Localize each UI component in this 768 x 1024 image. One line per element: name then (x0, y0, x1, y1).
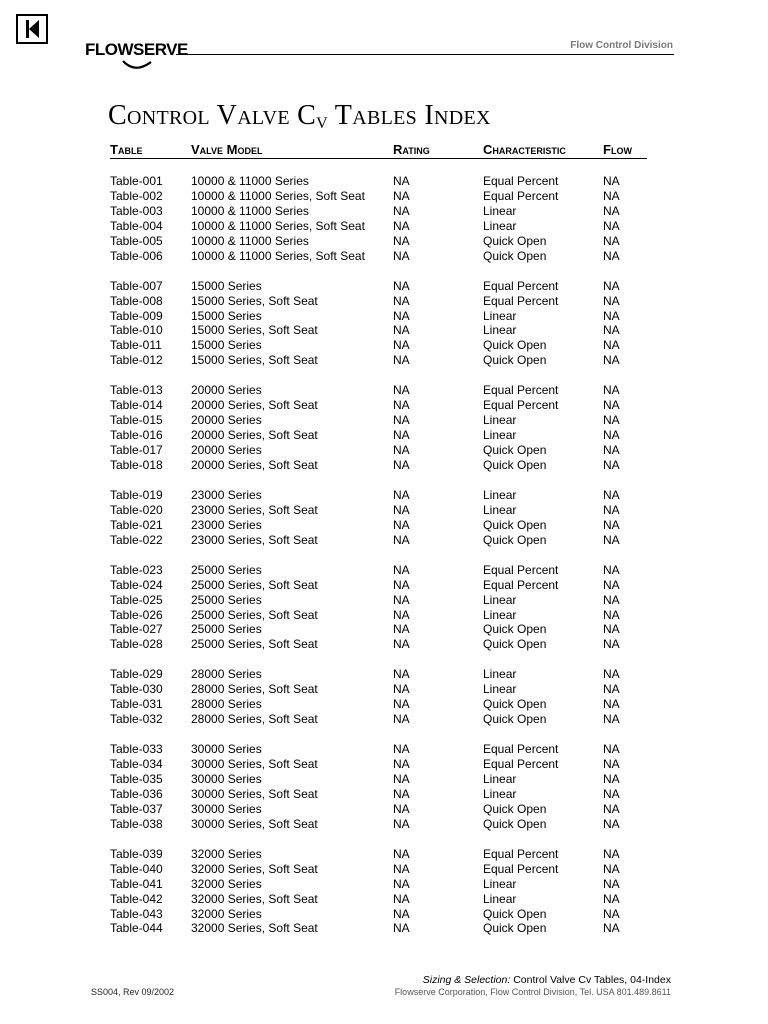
cell-rating: NA (393, 562, 410, 577)
header-rule (176, 54, 674, 55)
spacer-row (110, 264, 647, 279)
cell-valve-model: 28000 Series, Soft Seat (191, 712, 318, 727)
table-row (110, 892, 647, 907)
cell-characteristic: Equal Percent (483, 846, 559, 861)
cell-valve-model: 23000 Series, Soft Seat (191, 502, 318, 517)
table-row (110, 667, 647, 682)
cell-flow: NA (603, 398, 620, 413)
cell-valve-model: 20000 Series, Soft Seat (191, 398, 318, 413)
cell-characteristic: Quick Open (483, 906, 547, 921)
cell-characteristic: Linear (483, 876, 517, 891)
cell-table-id: Table-003 (110, 203, 163, 218)
cell-flow: NA (603, 383, 620, 398)
cell-rating: NA (393, 816, 410, 831)
cell-valve-model: 15000 Series, Soft Seat (191, 353, 318, 368)
cell-rating: NA (393, 398, 410, 413)
cell-flow: NA (603, 188, 620, 203)
cell-characteristic: Quick Open (483, 532, 547, 547)
cell-flow: NA (603, 637, 620, 652)
cell-characteristic: Linear (483, 487, 517, 502)
cell-rating: NA (393, 293, 410, 308)
cell-table-id: Table-014 (110, 398, 163, 413)
cell-valve-model: 25000 Series (191, 622, 262, 637)
cell-characteristic: Linear (483, 786, 517, 801)
title-subscript: V (316, 115, 329, 132)
cell-characteristic: Linear (483, 667, 517, 682)
cell-flow: NA (603, 906, 620, 921)
cell-table-id: Table-001 (110, 173, 163, 188)
cell-flow: NA (603, 338, 620, 353)
cell-valve-model: 10000 & 11000 Series, Soft Seat (191, 248, 365, 263)
cell-table-id: Table-037 (110, 801, 163, 816)
cell-valve-model: 32000 Series, Soft Seat (191, 891, 318, 906)
flowserve-logo (85, 40, 188, 70)
table-row (110, 458, 647, 473)
cell-characteristic: Quick Open (483, 338, 547, 353)
cell-flow: NA (603, 428, 620, 443)
cell-characteristic: Equal Percent (483, 577, 559, 592)
column-header-rating: Rating (393, 140, 483, 159)
table-row (110, 757, 647, 772)
cell-valve-model: 32000 Series, Soft Seat (191, 861, 318, 876)
table-row (110, 712, 647, 727)
cell-characteristic: Quick Open (483, 443, 547, 458)
cell-valve-model: 23000 Series, Soft Seat (191, 532, 318, 547)
column-header-table: Table (110, 140, 191, 159)
cell-valve-model: 30000 Series (191, 771, 262, 786)
cell-flow: NA (603, 921, 620, 936)
cell-characteristic: Quick Open (483, 517, 547, 532)
cell-valve-model: 20000 Series (191, 413, 262, 428)
cell-table-id: Table-012 (110, 353, 163, 368)
cell-flow: NA (603, 607, 620, 622)
table-row (110, 189, 647, 204)
cell-characteristic: Linear (483, 592, 517, 607)
table-row (110, 907, 647, 922)
cell-flow: NA (603, 816, 620, 831)
cell-rating: NA (393, 248, 410, 263)
cell-table-id: Table-043 (110, 906, 163, 921)
page-title: Control Valve $C_V$ Tables Index (108, 100, 491, 132)
cell-characteristic: Linear (483, 308, 517, 323)
table-row (110, 309, 647, 324)
cell-flow: NA (603, 846, 620, 861)
cell-rating: NA (393, 233, 410, 248)
cell-table-id: Table-025 (110, 592, 163, 607)
cell-valve-model: 30000 Series, Soft Seat (191, 757, 318, 772)
cell-table-id: Table-020 (110, 502, 163, 517)
table-row (110, 353, 647, 368)
table-header-row (110, 140, 647, 159)
cell-rating: NA (393, 487, 410, 502)
cell-flow: NA (603, 218, 620, 233)
cell-valve-model: 28000 Series (191, 697, 262, 712)
footer-citation: Sizing & Selection: Control Valve Cv Tables, 04-Index Flowserve Corporation, Flow Control Division, Tel. USA 801.489.8611 (394, 974, 671, 997)
cell-table-id: Table-027 (110, 622, 163, 637)
cell-flow: NA (603, 323, 620, 338)
cell-rating: NA (393, 428, 410, 443)
cell-rating: NA (393, 383, 410, 398)
cell-rating: NA (393, 458, 410, 473)
table-row (110, 383, 647, 398)
table-row (110, 503, 647, 518)
cell-table-id: Table-007 (110, 278, 163, 293)
cell-table-id: Table-019 (110, 487, 163, 502)
cell-valve-model: 30000 Series, Soft Seat (191, 786, 318, 801)
cell-table-id: Table-033 (110, 742, 163, 757)
cell-valve-model: 30000 Series (191, 742, 262, 757)
cell-rating: NA (393, 413, 410, 428)
table-row (110, 428, 647, 443)
cell-characteristic: Quick Open (483, 458, 547, 473)
cell-rating: NA (393, 906, 410, 921)
spacer-row (110, 473, 647, 488)
document-id: SS004, Rev 09/2002 (91, 987, 175, 997)
table-row (110, 413, 647, 428)
cell-valve-model: 25000 Series, Soft Seat (191, 577, 318, 592)
cell-valve-model: 15000 Series, Soft Seat (191, 323, 318, 338)
cell-valve-model: 10000 & 11000 Series, Soft Seat (191, 188, 365, 203)
spacer-row (110, 159, 647, 174)
spacer-row (110, 368, 647, 383)
table-row (110, 533, 647, 548)
cell-rating: NA (393, 532, 410, 547)
cell-valve-model: 30000 Series (191, 801, 262, 816)
cell-table-id: Table-035 (110, 771, 163, 786)
cell-valve-model: 20000 Series, Soft Seat (191, 458, 318, 473)
cell-flow: NA (603, 742, 620, 757)
column-header-characteristic: Characteristic (483, 140, 603, 159)
cell-flow: NA (603, 876, 620, 891)
table-row (110, 862, 647, 877)
table-row (110, 877, 647, 892)
cell-characteristic: Linear (483, 502, 517, 517)
cell-characteristic: Linear (483, 218, 517, 233)
cell-valve-model: 10000 & 11000 Series (191, 233, 309, 248)
cell-table-id: Table-038 (110, 816, 163, 831)
cell-table-id: Table-005 (110, 233, 163, 248)
cell-characteristic: Equal Percent (483, 278, 559, 293)
cell-characteristic: Linear (483, 891, 517, 906)
cell-characteristic: Linear (483, 413, 517, 428)
cell-characteristic: Linear (483, 682, 517, 697)
cell-table-id: Table-026 (110, 607, 163, 622)
table-row (110, 563, 647, 578)
cell-table-id: Table-010 (110, 323, 163, 338)
cell-table-id: Table-040 (110, 861, 163, 876)
table-row (110, 219, 647, 234)
cell-characteristic: Linear (483, 771, 517, 786)
cell-flow: NA (603, 502, 620, 517)
cell-valve-model: 32000 Series (191, 906, 262, 921)
cell-flow: NA (603, 622, 620, 637)
cell-characteristic: Equal Percent (483, 757, 559, 772)
cell-flow: NA (603, 293, 620, 308)
cell-valve-model: 23000 Series (191, 487, 262, 502)
cell-table-id: Table-028 (110, 637, 163, 652)
cell-table-id: Table-006 (110, 248, 163, 263)
column-header-valve-model: Valve Model (191, 140, 393, 159)
cell-flow: NA (603, 861, 620, 876)
spacer-row (110, 727, 647, 742)
table-row (110, 578, 647, 593)
spacer-row (110, 652, 647, 667)
table-row (110, 338, 647, 353)
cell-rating: NA (393, 682, 410, 697)
table-row (110, 847, 647, 862)
cell-characteristic: Equal Percent (483, 383, 559, 398)
cell-table-id: Table-018 (110, 458, 163, 473)
cell-characteristic: Quick Open (483, 248, 547, 263)
cell-characteristic: Quick Open (483, 637, 547, 652)
cell-characteristic: Quick Open (483, 816, 547, 831)
table-row (110, 742, 647, 757)
cell-table-id: Table-008 (110, 293, 163, 308)
cell-rating: NA (393, 308, 410, 323)
cell-flow: NA (603, 203, 620, 218)
cell-characteristic: Equal Percent (483, 173, 559, 188)
cell-rating: NA (393, 203, 410, 218)
division-label: Flow Control Division (570, 40, 673, 51)
cell-table-id: Table-009 (110, 308, 163, 323)
footer-contact: Flowserve Corporation, Flow Control Division, Tel. USA 801.489.8611 (394, 987, 671, 997)
cell-characteristic: Equal Percent (483, 861, 559, 876)
cell-table-id: Table-042 (110, 891, 163, 906)
cell-rating: NA (393, 607, 410, 622)
cell-valve-model: 25000 Series, Soft Seat (191, 607, 318, 622)
cell-flow: NA (603, 517, 620, 532)
table-row (110, 488, 647, 503)
brand-name: FLOWSERVE (85, 40, 188, 59)
cell-valve-model: 15000 Series (191, 338, 262, 353)
cell-flow: NA (603, 562, 620, 577)
cell-rating: NA (393, 323, 410, 338)
table-row (110, 204, 647, 219)
cell-table-id: Table-013 (110, 383, 163, 398)
cell-flow: NA (603, 353, 620, 368)
cell-rating: NA (393, 173, 410, 188)
cell-characteristic: Quick Open (483, 233, 547, 248)
cell-valve-model: 32000 Series (191, 876, 262, 891)
cell-rating: NA (393, 876, 410, 891)
cell-flow: NA (603, 667, 620, 682)
cell-valve-model: 23000 Series (191, 517, 262, 532)
cell-valve-model: 20000 Series (191, 383, 262, 398)
cell-characteristic: Quick Open (483, 712, 547, 727)
cell-rating: NA (393, 353, 410, 368)
cell-valve-model: 32000 Series, Soft Seat (191, 921, 318, 936)
logo-swoosh-icon (85, 60, 181, 72)
cell-table-id: Table-036 (110, 786, 163, 801)
cell-valve-model: 30000 Series, Soft Seat (191, 816, 318, 831)
cell-flow: NA (603, 413, 620, 428)
cell-valve-model: 25000 Series, Soft Seat (191, 637, 318, 652)
cell-flow: NA (603, 233, 620, 248)
cell-table-id: Table-034 (110, 757, 163, 772)
table-row (110, 787, 647, 802)
cell-rating: NA (393, 786, 410, 801)
cell-table-id: Table-031 (110, 697, 163, 712)
cell-rating: NA (393, 697, 410, 712)
cell-table-id: Table-044 (110, 921, 163, 936)
cell-valve-model: 20000 Series, Soft Seat (191, 428, 318, 443)
skip-to-start-icon (18, 16, 46, 42)
cell-characteristic: Equal Percent (483, 398, 559, 413)
spacer-row (110, 548, 647, 563)
table-row (110, 174, 647, 189)
cell-flow: NA (603, 532, 620, 547)
cell-flow: NA (603, 891, 620, 906)
cell-flow: NA (603, 697, 620, 712)
cell-valve-model: 15000 Series, Soft Seat (191, 293, 318, 308)
cell-table-id: Table-011 (110, 338, 162, 353)
cell-flow: NA (603, 682, 620, 697)
table-row (110, 518, 647, 533)
cell-characteristic: Equal Percent (483, 742, 559, 757)
table-row (110, 593, 647, 608)
first-page-button[interactable] (16, 14, 48, 44)
table-row (110, 637, 647, 652)
cell-valve-model: 28000 Series, Soft Seat (191, 682, 318, 697)
cell-valve-model: 10000 & 11000 Series (191, 203, 309, 218)
cell-valve-model: 28000 Series (191, 667, 262, 682)
cell-characteristic: Linear (483, 607, 517, 622)
cell-rating: NA (393, 712, 410, 727)
table-row (110, 323, 647, 338)
cell-flow: NA (603, 757, 620, 772)
table-row (110, 294, 647, 309)
cell-rating: NA (393, 846, 410, 861)
cell-table-id: Table-017 (110, 443, 163, 458)
cell-characteristic: Linear (483, 428, 517, 443)
cell-flow: NA (603, 592, 620, 607)
cell-valve-model: 32000 Series (191, 846, 262, 861)
cell-table-id: Table-004 (110, 218, 163, 233)
table-row (110, 802, 647, 817)
cell-table-id: Table-023 (110, 562, 163, 577)
cell-rating: NA (393, 278, 410, 293)
cell-characteristic: Quick Open (483, 697, 547, 712)
cell-rating: NA (393, 502, 410, 517)
cell-flow: NA (603, 712, 620, 727)
cell-flow: NA (603, 278, 620, 293)
cell-table-id: Table-002 (110, 188, 163, 203)
cell-flow: NA (603, 487, 620, 502)
cell-flow: NA (603, 308, 620, 323)
cell-characteristic: Linear (483, 203, 517, 218)
cell-table-id: Table-021 (110, 517, 163, 532)
table-row (110, 443, 647, 458)
cell-table-id: Table-039 (110, 846, 163, 861)
cv-tables-index (110, 140, 647, 936)
table-row (110, 682, 647, 697)
cell-valve-model: 15000 Series (191, 278, 262, 293)
cell-table-id: Table-029 (110, 667, 163, 682)
table-row (110, 398, 647, 413)
cell-rating: NA (393, 517, 410, 532)
cell-rating: NA (393, 637, 410, 652)
cell-valve-model: 25000 Series (191, 592, 262, 607)
table-row (110, 608, 647, 623)
cell-rating: NA (393, 861, 410, 876)
table-row (110, 249, 647, 264)
cell-characteristic: Linear (483, 323, 517, 338)
cell-table-id: Table-015 (110, 413, 163, 428)
cell-rating: NA (393, 592, 410, 607)
cell-table-id: Table-024 (110, 577, 163, 592)
cell-characteristic: Equal Percent (483, 188, 559, 203)
table-row (110, 772, 647, 787)
column-header-flow: Flow (603, 140, 647, 159)
cell-valve-model: 25000 Series (191, 562, 262, 577)
cell-flow: NA (603, 443, 620, 458)
cell-rating: NA (393, 443, 410, 458)
cell-rating: NA (393, 771, 410, 786)
cell-rating: NA (393, 338, 410, 353)
cell-characteristic: Equal Percent (483, 293, 559, 308)
cell-table-id: Table-041 (110, 876, 163, 891)
cell-valve-model: 15000 Series (191, 308, 262, 323)
cell-rating: NA (393, 921, 410, 936)
cell-table-id: Table-032 (110, 712, 163, 727)
cell-rating: NA (393, 577, 410, 592)
cell-rating: NA (393, 218, 410, 233)
cell-flow: NA (603, 801, 620, 816)
cell-rating: NA (393, 891, 410, 906)
cell-flow: NA (603, 173, 620, 188)
cell-rating: NA (393, 622, 410, 637)
cell-valve-model: 20000 Series (191, 443, 262, 458)
cell-rating: NA (393, 757, 410, 772)
cell-flow: NA (603, 577, 620, 592)
cell-characteristic: Quick Open (483, 353, 547, 368)
cell-table-id: Table-016 (110, 428, 163, 443)
cell-rating: NA (393, 801, 410, 816)
table-row (110, 921, 647, 936)
table-row (110, 697, 647, 712)
cell-flow: NA (603, 786, 620, 801)
cell-rating: NA (393, 742, 410, 757)
cell-rating: NA (393, 667, 410, 682)
table-row (110, 279, 647, 294)
cell-rating: NA (393, 188, 410, 203)
cell-characteristic: Quick Open (483, 801, 547, 816)
cell-table-id: Table-022 (110, 532, 163, 547)
cell-flow: NA (603, 771, 620, 786)
cell-flow: NA (603, 458, 620, 473)
cell-valve-model: 10000 & 11000 Series, Soft Seat (191, 218, 365, 233)
table-row (110, 234, 647, 249)
spacer-row (110, 832, 647, 847)
cell-flow: NA (603, 248, 620, 263)
table-body (110, 159, 647, 937)
cell-valve-model: 10000 & 11000 Series (191, 173, 309, 188)
table-row (110, 817, 647, 832)
cell-characteristic: Quick Open (483, 921, 547, 936)
cell-table-id: Table-030 (110, 682, 163, 697)
cell-characteristic: Equal Percent (483, 562, 559, 577)
cell-characteristic: Quick Open (483, 622, 547, 637)
table-row (110, 622, 647, 637)
